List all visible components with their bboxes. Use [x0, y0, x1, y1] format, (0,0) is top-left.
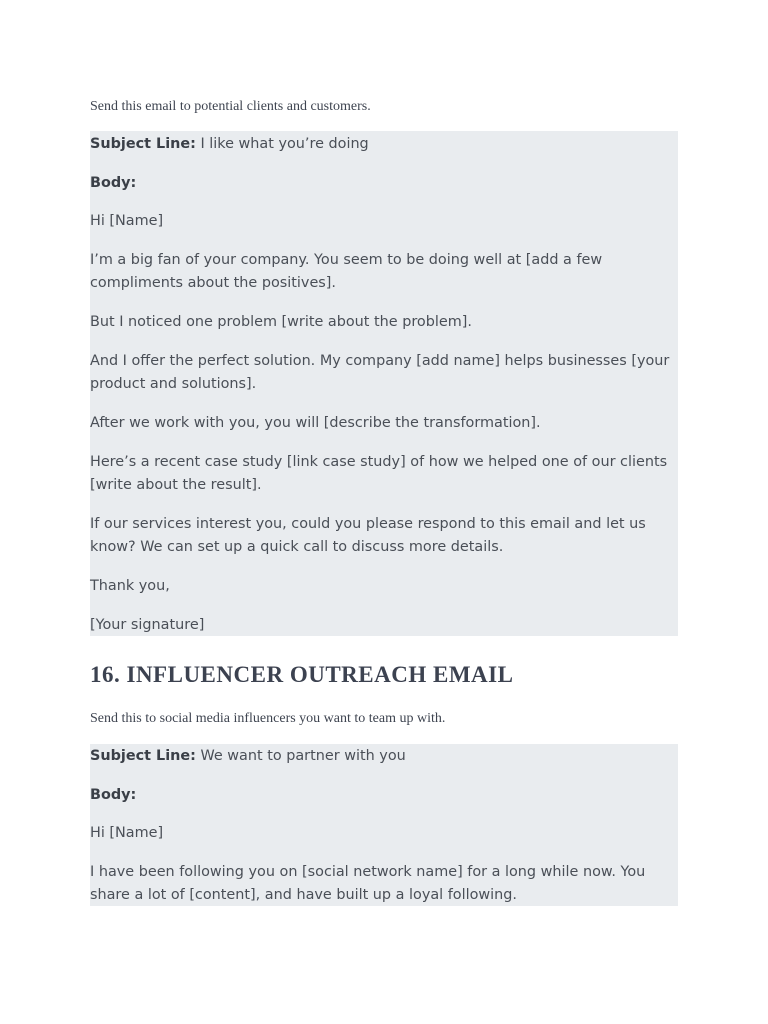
email-paragraph: I have been following you on [social network name] for a long while now. You share a lot of [content], and have built up a loyal following. — [90, 864, 646, 903]
body-label-text: Body: — [90, 175, 137, 191]
subject-line — [90, 133, 678, 156]
subject-value: I like what you’re doing — [200, 136, 369, 152]
subject-label: Subject Line: — [90, 748, 196, 764]
email-greeting: Hi [Name] — [90, 213, 164, 229]
subject-line — [90, 745, 678, 768]
email-paragraph: After we work with you, you will [describe the transformation]. — [90, 415, 541, 431]
email-paragraph: And I offer the perfect solution. My company [add name] helps businesses [your product and solutions]. — [90, 353, 670, 392]
section-heading: 16. INFLUENCER OUTREACH EMAIL — [90, 662, 514, 687]
email-paragraph: If our services interest you, could you please respond to this email and let us know? We can set up a quick call to discuss more details. — [90, 516, 646, 555]
subject-label: Subject Line: — [90, 136, 196, 152]
email-greeting: Hi [Name] — [90, 825, 164, 841]
email-paragraph: Here’s a recent case study [link case study] of how we helped one of our clients [write about the result]. — [90, 454, 668, 493]
body-label-text: Body: — [90, 787, 137, 803]
section-intro: Send this email to potential clients and customers. — [90, 99, 371, 114]
body-label — [90, 172, 678, 195]
body-label — [90, 784, 678, 807]
email-closing: Thank you, — [90, 578, 170, 594]
subject-value: We want to partner with you — [200, 748, 406, 764]
email-template-box — [90, 744, 678, 906]
section-intro: Send this to social media influencers you want to team up with. — [90, 711, 446, 726]
email-template-box — [90, 131, 678, 636]
email-paragraph: But I noticed one problem [write about the problem]. — [90, 314, 472, 330]
email-paragraph: I’m a big fan of your company. You seem to be doing well at [add a few compliments about the positives]. — [90, 252, 603, 291]
email-signature: [Your signature] — [90, 617, 205, 633]
